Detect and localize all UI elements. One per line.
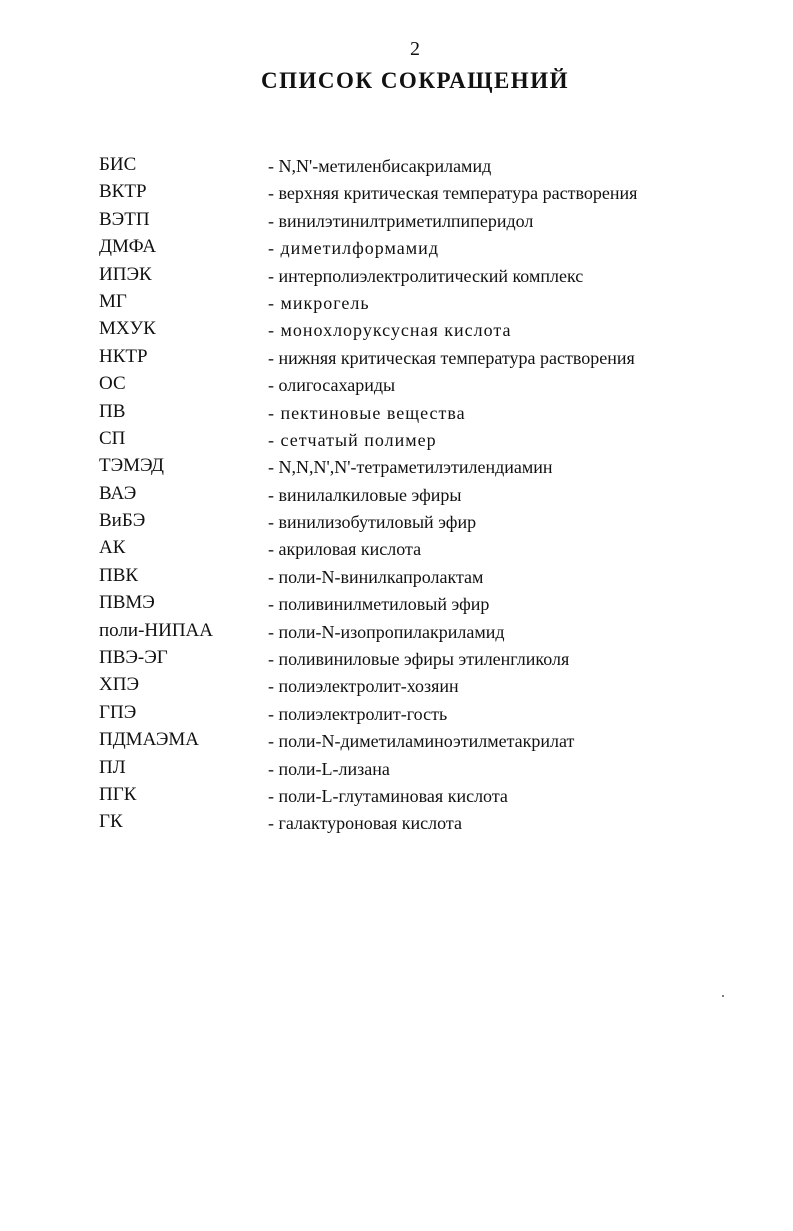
list-item	[0, 236, 793, 263]
abbreviation-definition: - полиэлектролит-хозяин	[268, 676, 459, 697]
list-item	[0, 181, 793, 208]
list-item	[0, 757, 793, 784]
list-item	[0, 346, 793, 373]
list-item	[0, 154, 793, 181]
abbreviation-definition: - винилэтинилтриметилпиперидол	[268, 210, 534, 231]
abbreviation-term: ПГК	[99, 783, 137, 805]
list-item	[0, 647, 793, 674]
abbreviation-definition: - поливиниловые эфиры этиленгликоля	[268, 649, 570, 670]
abbreviation-definition: - винилалкиловые эфиры	[268, 484, 462, 505]
list-item	[0, 565, 793, 592]
abbreviation-term: ВАЭ	[99, 482, 137, 504]
abbreviation-definition: - нижняя критическая температура растворения	[268, 347, 635, 368]
abbreviation-term: НКТР	[99, 345, 148, 367]
scan-speck	[722, 995, 724, 997]
abbreviation-term: ТЭМЭД	[99, 455, 164, 477]
abbreviation-term: ИПЭК	[99, 263, 152, 285]
abbreviation-term: ПВК	[99, 564, 139, 586]
abbreviation-definition: - поли-L-лизана	[268, 758, 390, 779]
abbreviation-term: ГК	[99, 811, 123, 833]
list-item	[0, 620, 793, 647]
abbreviation-definition: - пектиновые вещества	[268, 402, 466, 423]
abbreviation-definition: - N,N,N',N'-тетраметилэтилендиамин	[268, 457, 553, 478]
abbreviation-definition: - сетчатый полимер	[268, 429, 437, 450]
list-item	[0, 209, 793, 236]
abbreviation-definition: - полиэлектролит-гость	[268, 703, 448, 724]
abbreviation-definition: - винилизобутиловый эфир	[268, 512, 477, 533]
list-item	[0, 784, 793, 811]
list-item	[0, 483, 793, 510]
abbreviation-definition: - N,N'-метиленбисакриламид	[268, 156, 492, 176]
list-item	[0, 674, 793, 701]
abbreviation-definition: - поли-N-диметиламиноэтилметакрилат	[268, 731, 575, 752]
abbreviation-term: ВЭТП	[99, 208, 150, 230]
list-item	[0, 264, 793, 291]
abbreviation-term: ОС	[99, 373, 126, 395]
abbreviation-list	[0, 154, 793, 839]
abbreviation-definition: - поливинилметиловый эфир	[268, 594, 490, 615]
abbreviation-term: МГ	[99, 290, 127, 312]
abbreviation-term: ПДМАЭМА	[99, 729, 199, 751]
abbreviation-term: БИС	[99, 154, 137, 175]
list-item	[0, 373, 793, 400]
list-item	[0, 592, 793, 619]
abbreviation-definition: - поли-N-винилкапролактам	[268, 566, 484, 587]
abbreviation-definition: - интерполиэлектролитический комплекс	[268, 265, 584, 286]
list-item	[0, 428, 793, 455]
abbreviation-term: ПЛ	[99, 756, 126, 778]
abbreviation-term: ПВЭ-ЭГ	[99, 647, 168, 669]
abbreviation-definition: - акриловая кислота	[268, 539, 422, 560]
abbreviation-definition: - олигосахариды	[268, 375, 396, 396]
abbreviation-term: ПВ	[99, 400, 126, 422]
abbreviation-term: ГПЭ	[99, 701, 137, 723]
list-item	[0, 510, 793, 537]
abbreviation-term: СП	[99, 427, 126, 449]
list-item	[0, 401, 793, 428]
abbreviation-definition: - диметилформамид	[268, 238, 439, 259]
list-item	[0, 318, 793, 345]
abbreviation-definition: - монохлоруксусная кислота	[268, 320, 512, 341]
list-item	[0, 811, 793, 838]
page-number: 2	[410, 38, 420, 60]
abbreviation-definition: - галактуроновая кислота	[268, 813, 462, 834]
abbreviation-term: ДМФА	[99, 236, 157, 258]
abbreviation-term: ХПЭ	[99, 674, 139, 696]
abbreviation-term: ПВМЭ	[99, 592, 155, 614]
abbreviation-definition: - микрогель	[268, 292, 370, 313]
abbreviation-definition: - поли-L-глутаминовая кислота	[268, 785, 508, 806]
list-item	[0, 702, 793, 729]
abbreviation-term: ВКТР	[99, 181, 147, 203]
list-item	[0, 729, 793, 756]
list-item	[0, 537, 793, 564]
page-title: СПИСОК СОКРАЩЕНИЙ	[261, 68, 569, 93]
list-item	[0, 455, 793, 482]
list-item	[0, 291, 793, 318]
abbreviation-term: МХУК	[99, 318, 156, 340]
abbreviation-term: АК	[99, 537, 126, 559]
abbreviation-definition: - поли-N-изопропилакриламид	[268, 621, 505, 642]
abbreviation-term: поли-НИПАА	[99, 619, 213, 641]
abbreviation-term: ВиБЭ	[99, 510, 146, 532]
abbreviation-definition: - верхняя критическая температура растворения	[268, 183, 638, 204]
